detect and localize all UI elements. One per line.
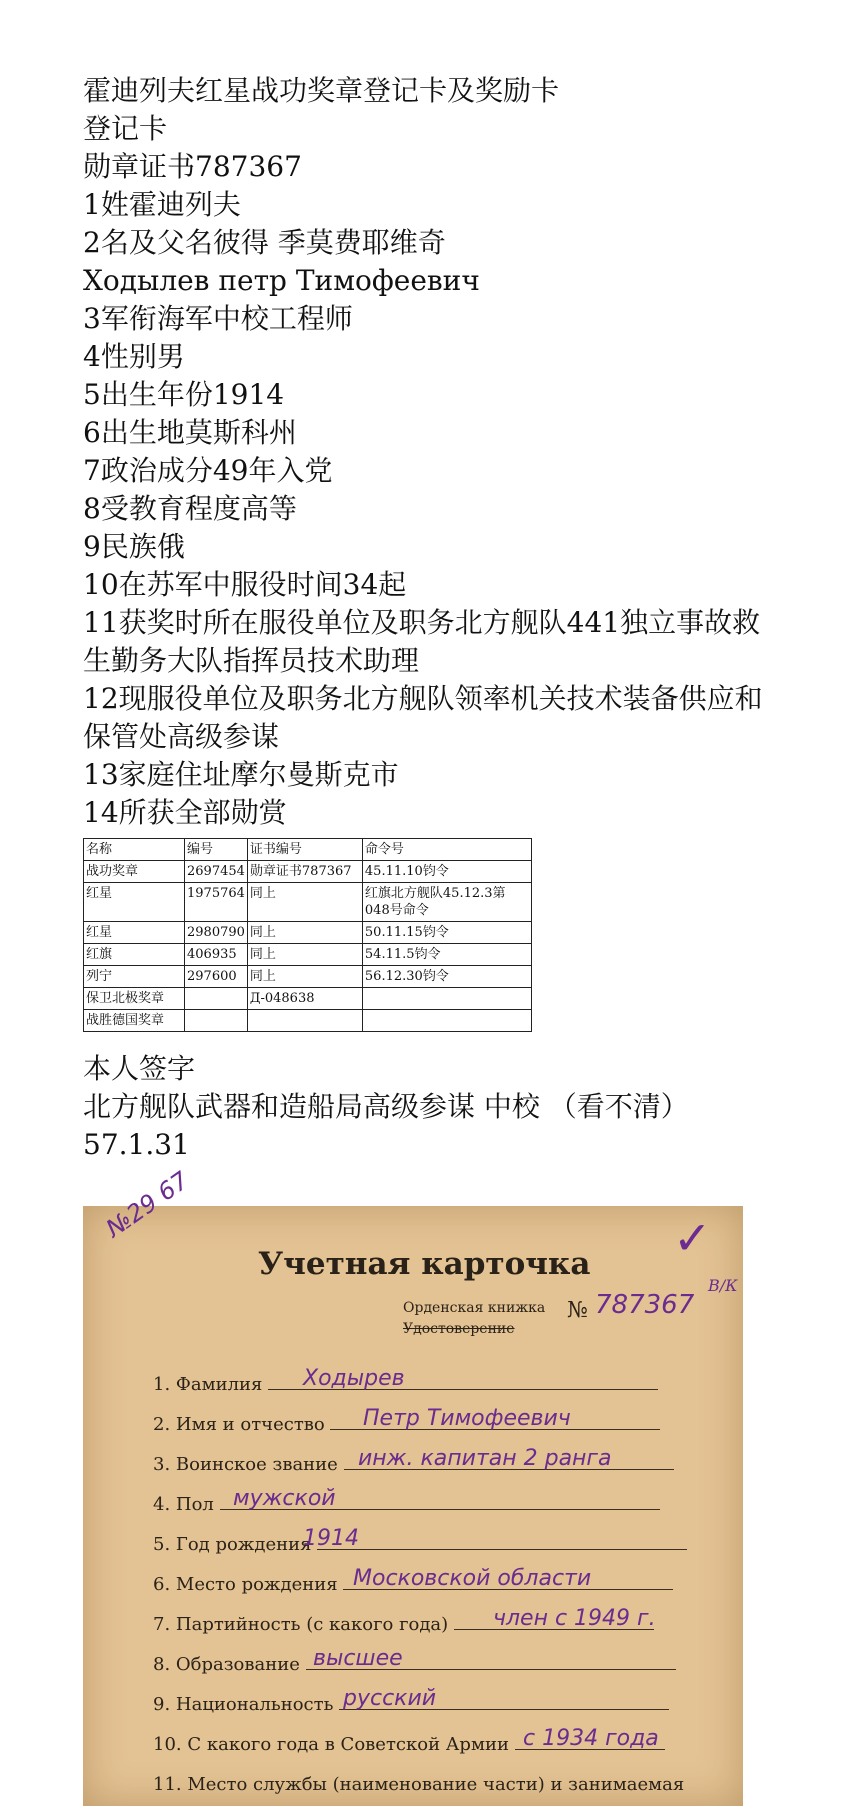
- card-title: Учетная карточка: [258, 1246, 591, 1282]
- doc-line: 9民族俄: [83, 530, 185, 563]
- handwritten-corner-note: №29 67: [101, 1166, 194, 1243]
- card-field: [153, 1566, 673, 1595]
- table-cell: [247, 1010, 362, 1032]
- doc-line: 1姓霍迪列夫: [83, 188, 241, 221]
- card-field-label: 9. Национальность: [153, 1694, 334, 1715]
- table-row: [84, 966, 532, 988]
- card-subtitle: Орденская книжка: [403, 1300, 546, 1316]
- table-cell: 勋章证书787367: [247, 861, 362, 883]
- table-row: [84, 988, 532, 1010]
- card-field-label: 10. С какого года в Советской Армии: [153, 1734, 509, 1755]
- doc-line: 7政治成分49年入党: [83, 454, 333, 487]
- card-field-value: русский: [343, 1686, 437, 1711]
- card-field: [153, 1406, 660, 1435]
- table-header: 名称: [84, 839, 185, 861]
- table-row: [84, 1010, 532, 1032]
- doc-line: 8受教育程度高等: [83, 492, 297, 525]
- card-field-value: Ходырев: [303, 1366, 405, 1391]
- card-field-value: Московской области: [353, 1566, 592, 1591]
- card-field-value: инж. капитан 2 ранга: [358, 1446, 612, 1471]
- card-number-handwritten: 787367: [595, 1290, 695, 1320]
- table-cell: [185, 988, 248, 1010]
- table-cell: 战功奖章: [84, 861, 185, 883]
- card-field-underline: [317, 1549, 687, 1550]
- table-cell: 同上: [247, 922, 362, 944]
- table-cell: 297600: [185, 966, 248, 988]
- card-field: [153, 1446, 674, 1475]
- card-field-label: 11. Место службы (наименование части) и занимаемая: [153, 1774, 685, 1795]
- table-cell: 406935: [185, 944, 248, 966]
- card-field: [153, 1366, 658, 1395]
- doc-line: 10在苏军中服役时间34起: [83, 568, 407, 601]
- table-row: [84, 883, 532, 922]
- transcription-text: [83, 72, 763, 832]
- table-cell: 2980790: [185, 922, 248, 944]
- doc-line: 6出生地莫斯科州: [83, 416, 297, 449]
- table-header-row: [84, 839, 532, 861]
- table-cell: [362, 988, 531, 1010]
- card-field-label: 1. Фамилия: [153, 1374, 263, 1395]
- table-cell: 同上: [247, 944, 362, 966]
- table-cell: 红星: [84, 922, 185, 944]
- doc-line: 勋章证书787367: [83, 150, 302, 183]
- table-cell: 1975764: [185, 883, 248, 922]
- signature-line: 北方舰队武器和造船局高级参谋 中校 （看不清）: [83, 1090, 689, 1123]
- table-cell: 红星: [84, 883, 185, 922]
- signature-block: [83, 1050, 763, 1164]
- card-field-label: 8. Образование: [153, 1654, 300, 1675]
- card-field-value: с 1934 года: [523, 1726, 659, 1751]
- table-cell: 列宁: [84, 966, 185, 988]
- card-field-value: мужской: [233, 1486, 336, 1511]
- table-cell: 45.11.10钧令: [362, 861, 531, 883]
- card-number-label: №: [567, 1298, 588, 1323]
- table-cell: 54.11.5钧令: [362, 944, 531, 966]
- doc-line: 13家庭住址摩尔曼斯克市: [83, 758, 399, 791]
- table-cell: [185, 1010, 248, 1032]
- table-row: [84, 922, 532, 944]
- card-field: [153, 1526, 687, 1555]
- table-cell: [362, 1010, 531, 1032]
- doc-line: 3军衔海军中校工程师: [83, 302, 353, 335]
- card-field-value: Петр Тимофеевич: [363, 1406, 571, 1431]
- card-field-label: 2. Имя и отчество: [153, 1414, 325, 1435]
- card-field-label: 4. Пол: [153, 1494, 214, 1515]
- table-cell: 2697454: [185, 861, 248, 883]
- table-cell: Д-048638: [247, 988, 362, 1010]
- checkmark-icon: ✓: [673, 1211, 712, 1265]
- table-header: 命令号: [362, 839, 531, 861]
- table-cell: 56.12.30钧令: [362, 966, 531, 988]
- doc-line: 4性别男: [83, 340, 185, 373]
- signature-date: 57.1.31: [83, 1128, 190, 1161]
- doc-line: 12现服役单位及职务北方舰队领率机关技术装备供应和保管处高级参谋: [83, 682, 763, 753]
- doc-line: 5出生年份1914: [83, 378, 285, 411]
- doc-line: 14所获全部勋赏: [83, 796, 287, 829]
- scanned-record-card: [83, 1166, 743, 1806]
- card-field-label: 7. Партийность (с какого года): [153, 1614, 449, 1635]
- table-cell: 同上: [247, 966, 362, 988]
- card-field: [153, 1646, 676, 1675]
- card-field: [153, 1726, 665, 1755]
- card-field-label: 3. Воинское звание: [153, 1454, 338, 1475]
- table-cell: 战胜德国奖章: [84, 1010, 185, 1032]
- handwritten-mark: В/К: [708, 1276, 738, 1295]
- doc-line: 登记卡: [83, 112, 168, 145]
- table-row: [84, 944, 532, 966]
- awards-table: [83, 838, 532, 1032]
- card-field-label: 5. Год рождения: [153, 1534, 312, 1555]
- table-cell: 红旗: [84, 944, 185, 966]
- signature-label: 本人签字: [83, 1052, 196, 1085]
- table-header: 证书编号: [247, 839, 362, 861]
- card-subtitle-struck: Удостоверение: [403, 1321, 515, 1337]
- table-row: [84, 861, 532, 883]
- card-field: [153, 1774, 684, 1795]
- table-cell: 保卫北极奖章: [84, 988, 185, 1010]
- table-cell: 同上: [247, 883, 362, 922]
- doc-title: 霍迪列夫红星战功奖章登记卡及奖励卡: [83, 74, 560, 107]
- table-cell: 红旗北方舰队45.12.3第048号命令: [362, 883, 531, 922]
- card-field-value: высшее: [313, 1646, 403, 1671]
- card-field: [153, 1686, 669, 1715]
- card-field-label: 6. Место рождения: [153, 1574, 338, 1595]
- card-field: [153, 1606, 656, 1635]
- table-header: 编号: [185, 839, 248, 861]
- card-field-value: член с 1949 г.: [493, 1606, 656, 1631]
- doc-line: 2名及父名彼得 季莫费耶维奇: [83, 226, 446, 259]
- doc-line: 11获奖时所在服役单位及职务北方舰队441独立事故救生勤务大队指挥员技术助理: [83, 606, 761, 677]
- card-field: [153, 1486, 660, 1515]
- doc-line: Ходылев петр Тимофеевич: [83, 264, 480, 297]
- card-field-value: 1914: [303, 1526, 359, 1551]
- table-cell: 50.11.15钧令: [362, 922, 531, 944]
